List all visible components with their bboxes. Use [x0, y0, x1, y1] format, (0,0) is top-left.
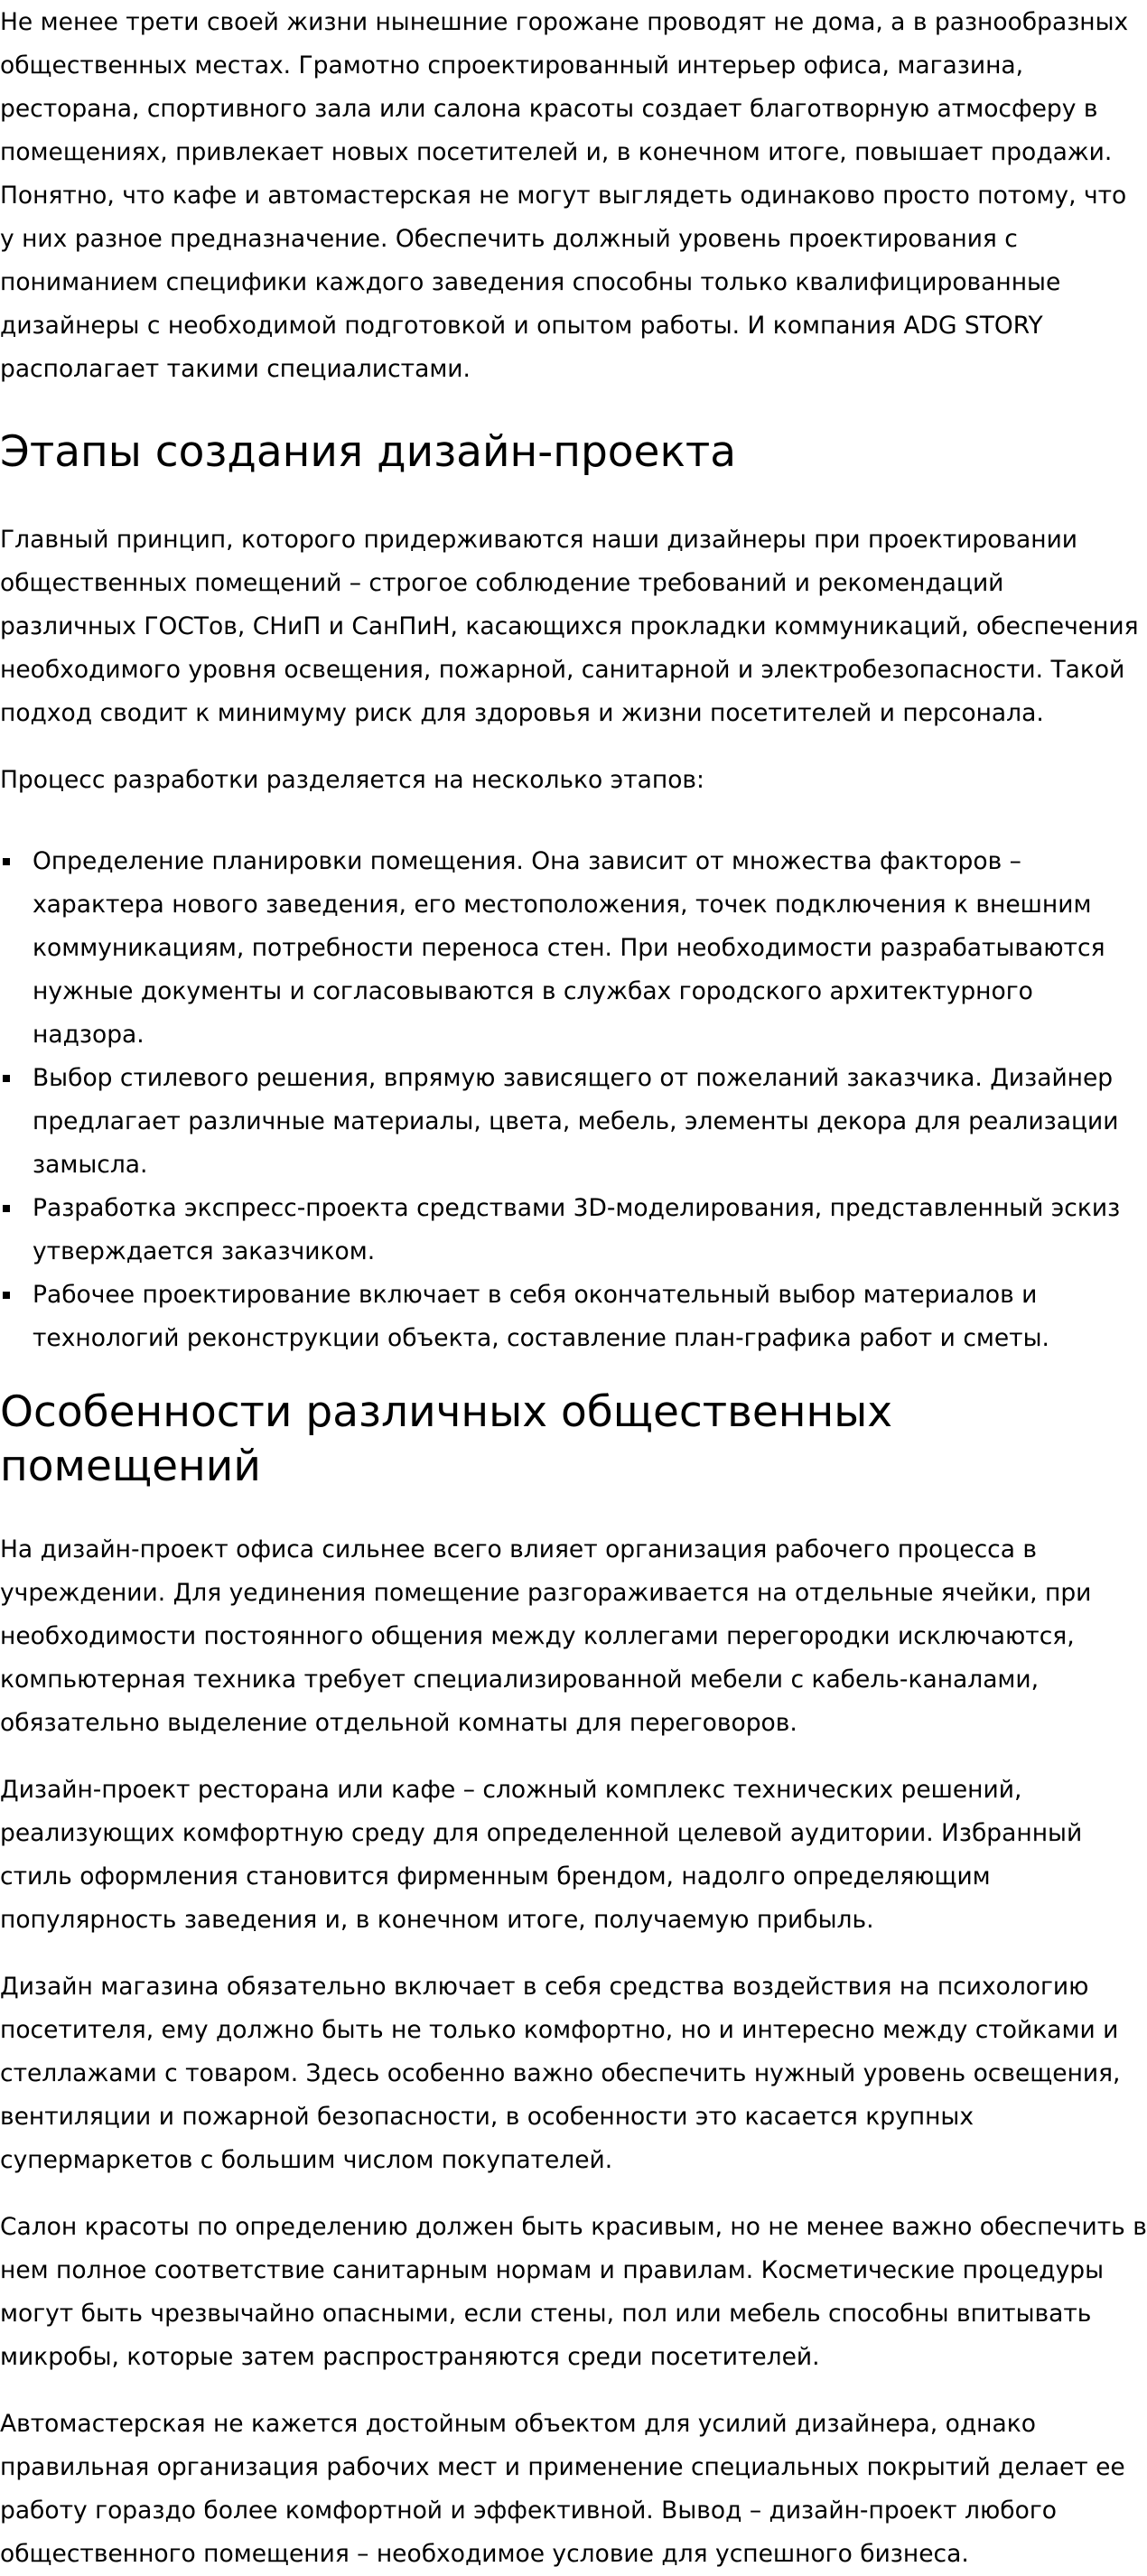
article: [0, 1, 1147, 2576]
stages-paragraph: Главный принцип, которого придерживаются наши дизайнеры при проектировании общественных помещений – строгое соблюдение требований и рекомендаций различных ГОСТов, СНиП и СанПиН, касающихся прокладки коммуникаций, обеспечения необходимого уровня освещения, пожарной, санитарной и электробезопасности. Такой подход сводит к минимуму риск для здоровья и жизни посетителей и персонала.: [0, 526, 1139, 727]
list-item-text: Разработка экспресс-проекта средствами 3D-моделирования, представленный эскиз утверждается заказчиком.: [33, 1194, 1121, 1265]
office-paragraph: На дизайн-проект офиса сильнее всего влияет организация рабочего процесса в учреждении. Для уединения помещение разгораживается на отдельные ячейки, при необходимости постоянного общения между коллегами перегородки исключаются, компьютерная техника требует специализированной мебели с кабель-каналами, обязательно выделение отдельной комнаты для переговоров.: [0, 1535, 1092, 1737]
list-item: [0, 1187, 1147, 1274]
car-service-paragraph: Автомастерская не кажется достойным объектом для усилий дизайнера, однако правильная организация рабочих мест и применение специальных покрытий делает ее работу гораздо более комфортной и эффективной. Вывод – дизайн-проект любого общественного помещения – необходимое условие для успешного бизнеса.: [0, 2410, 1125, 2568]
list-item: [0, 840, 1147, 1057]
bullet-icon: [3, 1075, 10, 1082]
list-item-text: Определение планировки помещения. Она зависит от множества факторов – характера нового заведения, его местоположения, точек подключения к внешним коммуникациям, потребности переноса стен. При необходимости разрабатываются нужные документы и согласовываются в службах городского архитектурного надзора.: [33, 847, 1105, 1049]
list-item: [0, 1057, 1147, 1187]
intro-paragraph: Не менее трети своей жизни нынешние горожане проводят не дома, а в разнообразных общественных местах. Грамотно спроектированный интерьер офиса, магазина, ресторана, спортивного зала или салона красоты создает благотворную атмосферу в помещениях, привлекает новых посетителей и, в конечном итоге, повышает продажи. Понятно, что кафе и автомастерская не могут выглядеть одинаково просто потому, что у них разное предназначение. Обеспечить должный уровень проектирования с пониманием специфики каждого заведения способны только квалифицированные дизайнеры с необходимой подготовкой и опытом работы. И компания ADG STORY располагает такими специалистами.: [0, 8, 1129, 383]
list-item-text: Выбор стилевого решения, впрямую зависящего от пожеланий заказчика. Дизайнер предлагает различные материалы, цвета, мебель, элементы декора для реализации замысла.: [33, 1064, 1119, 1179]
beauty-salon-paragraph: Салон красоты по определению должен быть красивым, но не менее важно обеспечить в нем полное соответствие санитарным нормам и правилам. Косметические процедуры могут быть чрезвычайно опасными, если стены, пол или мебель способны впитывать микробы, которые затем распространяются среди посетителей.: [0, 2213, 1147, 2371]
bullet-icon: [3, 858, 10, 865]
stages-list: [0, 840, 1147, 1360]
stages-intro-paragraph: Процесс разработки разделяется на несколько этапов:: [0, 766, 704, 794]
list-item: [0, 1274, 1147, 1360]
features-heading: Особенности различных общественных помещений: [0, 1387, 893, 1491]
list-item-text: Рабочее проектирование включает в себя окончательный выбор материалов и технологий реконструкции объекта, составление план-графика работ и сметы.: [33, 1281, 1049, 1352]
shop-paragraph: Дизайн магазина обязательно включает в себя средства воздействия на психологию посетителя, ему должно быть не только комфортно, но и интересно между стойками и стеллажами с товаром. Здесь особенно важно обеспечить нужный уровень освещения, вентиляции и пожарной безопасности, в особенности это касается крупных супермаркетов с большим числом покупателей.: [0, 1973, 1121, 2174]
restaurant-paragraph: Дизайн-проект ресторана или кафе – сложный комплекс технических решений, реализующих комфортную среду для определенной целевой аудитории. Избранный стиль оформления становится фирменным брендом, надолго определяющим популярность заведения и, в конечном итоге, получаемую прибыль.: [0, 1776, 1083, 1934]
bullet-icon: [3, 1205, 10, 1212]
bullet-icon: [3, 1292, 10, 1299]
stages-heading: Этапы создания дизайн-проекта: [0, 427, 737, 477]
